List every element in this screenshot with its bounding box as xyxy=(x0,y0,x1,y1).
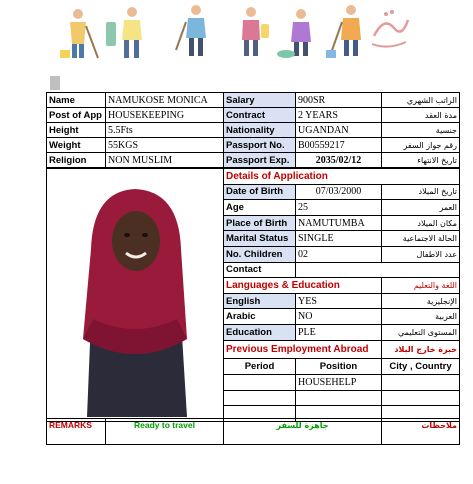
remarks-value: Ready to travel xyxy=(106,419,224,445)
personal-info-table xyxy=(46,92,460,168)
contract-label: Contract xyxy=(224,108,296,123)
contract-value: 2 YEARS xyxy=(296,108,382,123)
marital-value: SINGLE xyxy=(296,231,382,247)
remarks-arabic-label: ملاحظات xyxy=(382,419,460,445)
contact-label: Contact xyxy=(224,262,296,278)
age-value: 25 xyxy=(296,200,382,216)
employment-row-2-city xyxy=(382,390,460,406)
languages-section-arabic-title: اللغة والتعليم xyxy=(382,278,460,294)
post-value: HOUSEKEEPING xyxy=(106,108,224,123)
passport-expiry-label: Passport Exp. xyxy=(224,153,296,168)
remarks-label: REMARKS xyxy=(47,419,106,445)
nationality-label: Nationality xyxy=(224,123,296,138)
children-arabic-label: عدد الاطفال xyxy=(382,247,460,263)
pob-arabic-label: مكان الميلاد xyxy=(382,215,460,231)
salary-label: Salary xyxy=(224,93,296,108)
details-section-title: Details of Application xyxy=(224,169,460,185)
employment-row-2-position xyxy=(296,390,382,406)
employment-row-1-position: HOUSEHELP xyxy=(296,375,382,391)
english-value: YES xyxy=(296,293,382,309)
gray-marker xyxy=(50,76,60,90)
nationality-value: UGANDAN xyxy=(296,123,382,138)
name-value: NAMUKOSE MONICA xyxy=(106,93,224,108)
salary-arabic-label: الراتب الشهري xyxy=(382,93,460,108)
city-country-column-header: City , Country xyxy=(382,359,460,375)
employment-row-1-city xyxy=(382,375,460,391)
dob-value: 07/03/2000 xyxy=(296,184,382,200)
children-label: No. Children xyxy=(224,247,296,263)
contract-arabic-label: مدة العقد xyxy=(382,108,460,123)
arabic-language-label: Arabic xyxy=(224,309,296,325)
education-value: PLE xyxy=(296,325,382,341)
employment-section-arabic-title: خبرة خارج البلاد xyxy=(382,340,460,359)
employment-section-title: Previous Employment Abroad xyxy=(224,340,382,359)
name-label: Name xyxy=(47,93,106,108)
application-details-table xyxy=(46,168,460,422)
height-label: Height xyxy=(47,123,106,138)
position-column-header: Position xyxy=(296,359,382,375)
religion-label: Religion xyxy=(47,153,106,168)
weight-value: 55KGS xyxy=(106,138,224,153)
passport-value: B00559217 xyxy=(296,138,382,153)
dob-label: Date of Birth xyxy=(224,184,296,200)
english-label: English xyxy=(224,293,296,309)
passport-label: Passport No. xyxy=(224,138,296,153)
remarks-value-arabic: جاهزة للسفر xyxy=(224,419,382,445)
salary-value: 900SR xyxy=(296,93,382,108)
languages-section-title: Languages & Education xyxy=(224,278,382,294)
nationality-arabic-label: جنسية xyxy=(382,123,460,138)
cleaning-staff-illustration xyxy=(46,0,376,62)
dob-arabic-label: تاريخ الميلاد xyxy=(382,184,460,200)
contact-value xyxy=(296,262,460,278)
passport-expiry-arabic-label: تاريخ الانتهاء xyxy=(382,153,460,168)
marital-label: Marital Status xyxy=(224,231,296,247)
arabic-language-arabic-label: العربية xyxy=(382,309,460,325)
education-label: Education xyxy=(224,325,296,341)
period-column-header: Period xyxy=(224,359,296,375)
age-arabic-label: العمر xyxy=(382,200,460,216)
passport-expiry-value: 2035/02/12 xyxy=(296,153,382,168)
marital-arabic-label: الحالة الاجتماعية xyxy=(382,231,460,247)
arabic-language-value: NO xyxy=(296,309,382,325)
weight-label: Weight xyxy=(47,138,106,153)
photo-cell xyxy=(47,169,224,422)
employment-row-2-period xyxy=(224,390,296,406)
children-value: 02 xyxy=(296,247,382,263)
english-arabic-label: الإنجليزية xyxy=(382,293,460,309)
agency-logo xyxy=(364,6,414,52)
education-arabic-label: المستوى التعليمي xyxy=(382,325,460,341)
employment-row-1-period xyxy=(224,375,296,391)
passport-arabic-label: رقم جواز السفر xyxy=(382,138,460,153)
religion-value: NON MUSLIM xyxy=(106,153,224,168)
age-label: Age xyxy=(224,200,296,216)
remarks-table xyxy=(46,418,460,445)
pob-label: Place of Birth xyxy=(224,215,296,231)
post-label: Post of App xyxy=(47,108,106,123)
height-value: 5.5Fts xyxy=(106,123,224,138)
applicant-photo xyxy=(47,169,224,417)
pob-value: NAMUTUMBA xyxy=(296,215,382,231)
